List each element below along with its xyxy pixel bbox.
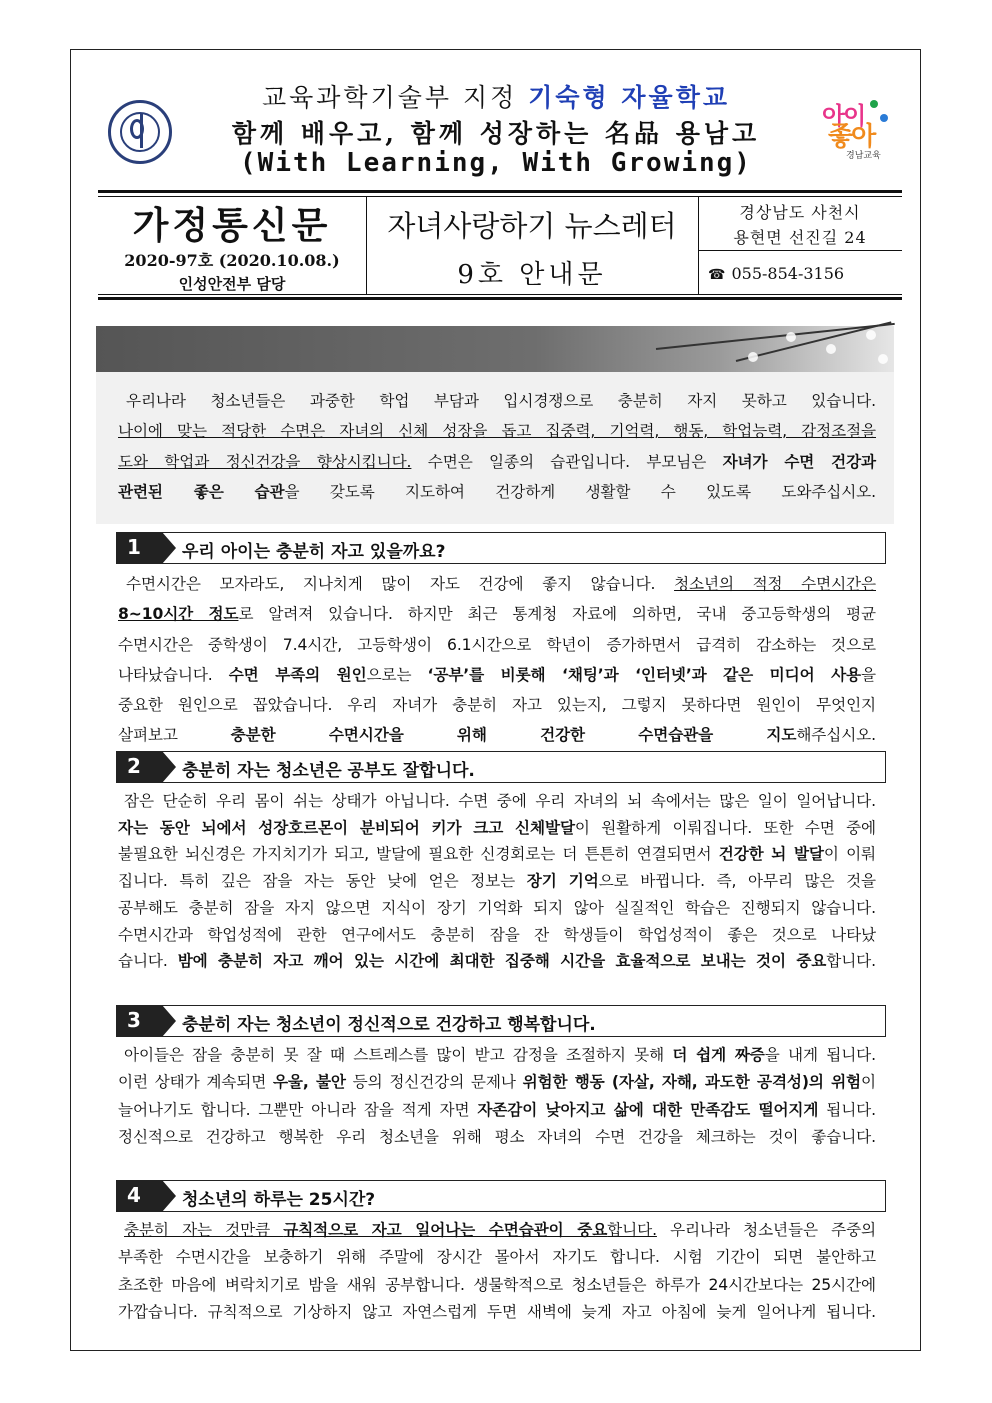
phone-icon: ☎ bbox=[708, 267, 726, 283]
intro-line-1: 우리나라 청소년들은 과중한 학업 부담과 입시경쟁으로 충분히 자지 못하고 있습니다. bbox=[126, 392, 876, 410]
section-number: 4 bbox=[127, 1183, 141, 1207]
phone bbox=[708, 264, 844, 283]
section-header-2 bbox=[116, 751, 886, 783]
s1-line-1-underlined: 청소년의 적정 수면시간은 bbox=[674, 575, 876, 593]
address-line-1: 경상남도 사천시 bbox=[739, 203, 861, 222]
s1-line-3: 수면시간은 중학생이 7.4시간, 고등학생이 6.1시간으로 학년이 증가하면서 급격히 감소하는 것으로 bbox=[118, 635, 876, 654]
header-line-1 bbox=[0, 78, 992, 114]
s1-line-4a: 나타났습니다. bbox=[118, 665, 229, 684]
s3-line-3-bold: 자존감이 낮아지고 삶에 대한 만족감도 떨어지게 bbox=[477, 1100, 819, 1119]
s3-line-2: 이런 상태가 계속되면 bbox=[118, 1073, 273, 1092]
s3-line-3c: 됩니다. bbox=[818, 1100, 876, 1119]
s2-line-7a: 습니다. bbox=[118, 952, 178, 971]
s1-line-4b: 수면 부족의 원인 bbox=[228, 665, 367, 684]
s2-line-3-bold: 건강한 뇌 발달 bbox=[718, 845, 824, 864]
section-title: 충분히 자는 청소년은 공부도 잘합니다. bbox=[182, 761, 475, 781]
newsletter-title: 자녀사랑하기 뉴스레터 bbox=[387, 209, 677, 243]
section-3-body bbox=[118, 1042, 876, 1151]
s2-line-4: 집니다. 특히 깊은 잠을 자는 동안 낮에 얻은 정보는 bbox=[118, 872, 527, 891]
s4-line-2: 부족한 수면시간을 보충하기 위해 주말에 장시간 몰아서 자기도 합니다. 시험 기간이 되면 불안하고 bbox=[118, 1248, 876, 1267]
issue-number: 2020-97호 (2020.10.08.) bbox=[124, 251, 340, 270]
section-title: 충분히 자는 청소년이 정신적으로 건강하고 행복합니다. bbox=[182, 1015, 596, 1035]
s1-line-6c: 해주십시오. bbox=[796, 726, 877, 745]
department: 인성안전부 담당 bbox=[178, 275, 286, 293]
s2-line-7c: 합니다. bbox=[826, 952, 876, 971]
phone-number: 055-854-3156 bbox=[731, 264, 845, 283]
s1-line-4e: 을 bbox=[861, 665, 876, 684]
s3-line-1c: 을 내게 됩니다. bbox=[764, 1046, 876, 1064]
s1-line-6b: 충분한 수면시간을 위해 건강한 수면습관을 지도 bbox=[230, 726, 797, 745]
intro-line-3-bold: 자녀가 수면 건강과 bbox=[722, 452, 876, 471]
logo-text-1: 아이 bbox=[822, 102, 865, 130]
s3-line-2-bold: 우울, 불안 bbox=[272, 1073, 346, 1092]
address-line-2: 용현면 선진길 24 bbox=[733, 228, 867, 247]
s4-line-3: 초조한 마음에 벼락치기로 밤을 새워 공부합니다. 생물학적으로 청소년들은 하루가 24시간보다는 25시간에 bbox=[118, 1275, 876, 1294]
s1-line-1: 수면시간은 모자라도, 지나치게 많이 자도 건강에 좋지 않습니다. bbox=[126, 575, 675, 593]
section-header-1 bbox=[116, 532, 886, 564]
s4-line-1u1: 충분히 자는 것만큼 bbox=[124, 1221, 284, 1239]
intro-line-4-bold: 관련된 좋은 습관 bbox=[118, 482, 285, 501]
document-title: 가정통신문 bbox=[132, 203, 332, 247]
s2-line-3: 불필요한 뇌신경은 가지치기가 되고, 발달에 필요한 신경회로는 더 튼튼히 연결되면서 bbox=[118, 845, 719, 864]
s2-line-4c: 으로 바뀝니다. 즉, 아무리 많은 것을 bbox=[598, 872, 876, 891]
s3-line-1-bold: 더 쉽게 짜증 bbox=[672, 1046, 765, 1064]
s3-line-4: 정신적으로 건강하고 행복한 우리 청소년을 위해 평소 자녀의 수면 건강을 체크하는 것이 좋습니다. bbox=[118, 1127, 876, 1146]
section-1-body bbox=[118, 569, 876, 751]
logo-text-2: 좋아 bbox=[828, 122, 875, 152]
intro-line-3: 수면은 일종의 습관입니다. 부모님은 bbox=[411, 452, 723, 471]
s2-line-2-bold: 자는 동안 뇌에서 성장호르몬이 분비되어 키가 크고 신체발달 bbox=[118, 818, 575, 837]
logo-caption: 경남교육 bbox=[846, 151, 881, 161]
section-2-body bbox=[118, 788, 876, 975]
s4-line-1u2: 합니다. bbox=[607, 1221, 657, 1239]
section-4-body bbox=[118, 1217, 876, 1326]
s4-line-1: 우리나라 청소년들은 주중의 bbox=[656, 1221, 877, 1239]
s1-line-2: 로 알려져 있습니다. 하지만 최근 통계청 자료에 의하면, 국내 중고등학생의 평균 bbox=[238, 605, 876, 624]
s3-line-2c: 등의 정신건강의 문제나 bbox=[345, 1073, 523, 1092]
section-number: 2 bbox=[127, 754, 141, 778]
header-line-3: (With Learning, With Growing) bbox=[240, 148, 752, 178]
s3-line-3: 늘어나기도 합니다. 그뿐만 아니라 잠을 적게 자면 bbox=[118, 1100, 478, 1119]
section-title: 청소년의 하루는 25시간? bbox=[182, 1190, 376, 1210]
s4-line-1-bold: 규칙적으로 자고 일어나는 수면습관이 중요 bbox=[283, 1221, 608, 1239]
s1-line-4d: ‘공부’를 비롯해 ‘채팅’과 ‘인터넷’과 같은 미디어 사용 bbox=[427, 665, 862, 684]
s3-line-2d: 위험한 행동 (자살, 자해, 과도한 공격성)의 위험 bbox=[522, 1073, 862, 1092]
s4-line-4: 가깝습니다. 규칙적으로 기상하지 않고 자연스럽게 두면 새벽에 늦게 자고 아침에 늦게 일어나게 됩니다. bbox=[118, 1302, 876, 1321]
s3-line-1: 아이들은 잠을 충분히 못 잘 때 스트레스를 많이 받고 감정을 조절하지 못해 bbox=[124, 1046, 673, 1064]
s2-line-1: 잠은 단순히 우리 몸이 쉬는 상태가 아닙니다. 수면 중에 우리 자녀의 뇌 속에서는 많은 일이 일어납니다. bbox=[124, 792, 876, 810]
section-header-3 bbox=[116, 1005, 886, 1037]
s2-line-7b: 밤에 충분히 자고 깨어 있는 시간에 최대한 집중해 시간을 효율적으로 보내는 것이 중요 bbox=[177, 952, 827, 971]
s2-line-2: 이 원활하게 이뤄집니다. 또한 수면 중에 bbox=[574, 818, 876, 837]
header-highlight: 기숙형 자율학교 bbox=[528, 83, 730, 112]
s2-line-4-bold: 장기 기억 bbox=[526, 872, 599, 891]
intro-line-3-underlined: 도와 학업과 정신건강을 향상시킵니다. bbox=[118, 452, 412, 471]
section-number: 1 bbox=[127, 535, 141, 559]
decorative-banner bbox=[96, 326, 894, 372]
s2-line-5: 공부해도 충분히 잠을 자지 않으면 지식이 장기 기억화 되지 않아 실질적인 학습은 진행되지 않습니다. bbox=[118, 898, 876, 917]
s1-line-4c: 으로는 bbox=[366, 665, 428, 684]
newsletter-subtitle: 9호 안내문 bbox=[457, 260, 607, 290]
section-title: 우리 아이는 충분히 자고 있을까요? bbox=[182, 542, 446, 562]
section-header-4 bbox=[116, 1180, 886, 1212]
intro-paragraph bbox=[118, 386, 876, 507]
section-number: 3 bbox=[127, 1008, 141, 1032]
s2-line-3c: 이 이뤄 bbox=[823, 845, 876, 864]
info-box bbox=[98, 190, 902, 300]
s3-line-2e: 이 bbox=[861, 1073, 876, 1092]
intro-line-2: 나이에 맞는 적당한 수면은 자녀의 신체 성장을 돕고 집중력, 기억력, 행동, 학업능력, 감정조절을 bbox=[118, 422, 876, 441]
intro-line-4: 을 갖도록 지도하여 건강하게 생활할 수 있도록 도와주십시오. bbox=[284, 482, 876, 501]
s1-line-2-bold: 8~10시간 정도 bbox=[118, 605, 239, 624]
s1-line-5: 중요한 원인으로 꼽았습니다. 우리 자녀가 충분히 자고 있는지, 그렇지 못하다면 원인이 무엇인지 bbox=[118, 696, 876, 715]
s1-line-6a: 살펴보고 bbox=[118, 726, 231, 745]
s2-line-6: 수면시간과 학업성적에 관한 연구에서도 충분히 잠을 잔 학생들이 학업성적이 좋은 것으로 나타났 bbox=[118, 925, 876, 944]
header-line-2: 함께 배우고, 함께 성장하는 名品 용남고 bbox=[231, 119, 761, 148]
header-line-1-prefix: 교육과학기술부 지정 bbox=[261, 83, 529, 112]
